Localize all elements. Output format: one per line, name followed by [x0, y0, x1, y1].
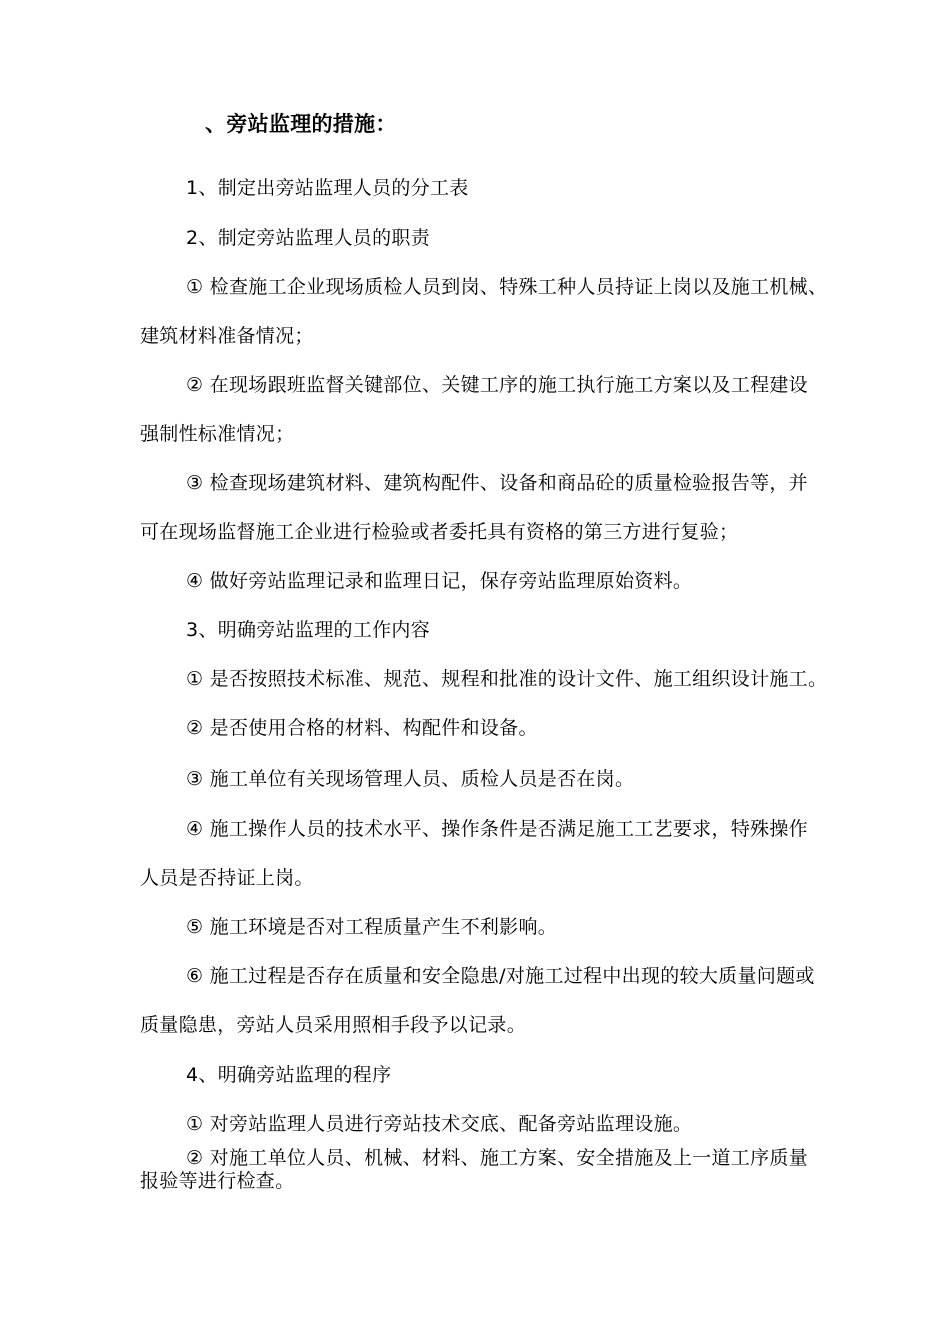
paragraph-line: ② 是否使用合格的材料、构配件和设备。 [186, 717, 538, 739]
paragraph-line: ④ 做好旁站监理记录和监理日记，保存旁站监理原始资料。 [186, 570, 693, 592]
paragraph-line: ③ 施工单位有关现场管理人员、质检人员是否在岗。 [186, 768, 635, 790]
paragraph-line: 报验等进行检查。 [140, 1170, 295, 1192]
paragraph-line: 质量隐患，旁站人员采用照相手段予以记录。 [140, 1014, 527, 1036]
item-4-heading: 4、明确旁站监理的程序 [186, 1064, 392, 1086]
paragraph-line: ④ 施工操作人员的技术水平、操作条件是否满足施工工艺要求，特殊操作 [186, 818, 808, 840]
paragraph-line: ⑤ 施工环境是否对工程质量产生不利影响。 [186, 916, 558, 938]
paragraph-line: ① 检查施工企业现场质检人员到岗、特殊工种人员持证上岗以及施工机械、 [186, 276, 828, 298]
paragraph-line: ② 对施工单位人员、机械、材料、施工方案、安全措施及上一道工序质量 [186, 1147, 808, 1169]
paragraph-line: 可在现场监督施工企业进行检验或者委托具有资格的第三方进行复验； [140, 521, 739, 543]
paragraph-line: 建筑材料准备情况； [140, 325, 314, 347]
paragraph-line: 强制性标准情况； [140, 423, 295, 445]
paragraph-line: ③ 检查现场建筑材料、建筑构配件、设备和商品砼的质量检验报告等，并 [186, 472, 808, 494]
paragraph-line: 人员是否持证上岗。 [140, 867, 314, 889]
section-title: 、旁站监理的措施： [205, 112, 397, 136]
paragraph-line: ② 在现场跟班监督关键部位、关键工序的施工执行施工方案以及工程建设 [186, 374, 808, 396]
item-2-heading: 2、制定旁站监理人员的职责 [186, 227, 430, 249]
paragraph-line: ① 是否按照技术标准、规范、规程和批准的设计文件、施工组织设计施工。 [186, 668, 828, 690]
item-1-heading: 1、制定出旁站监理人员的分工表 [186, 177, 469, 199]
paragraph-line: ⑥ 施工过程是否存在质量和安全隐患/对施工过程中出现的较大质量问题或 [186, 965, 815, 987]
item-3-heading: 3、明确旁站监理的工作内容 [186, 619, 430, 641]
paragraph-line: ① 对旁站监理人员进行旁站技术交底、配备旁站监理设施。 [186, 1113, 693, 1135]
